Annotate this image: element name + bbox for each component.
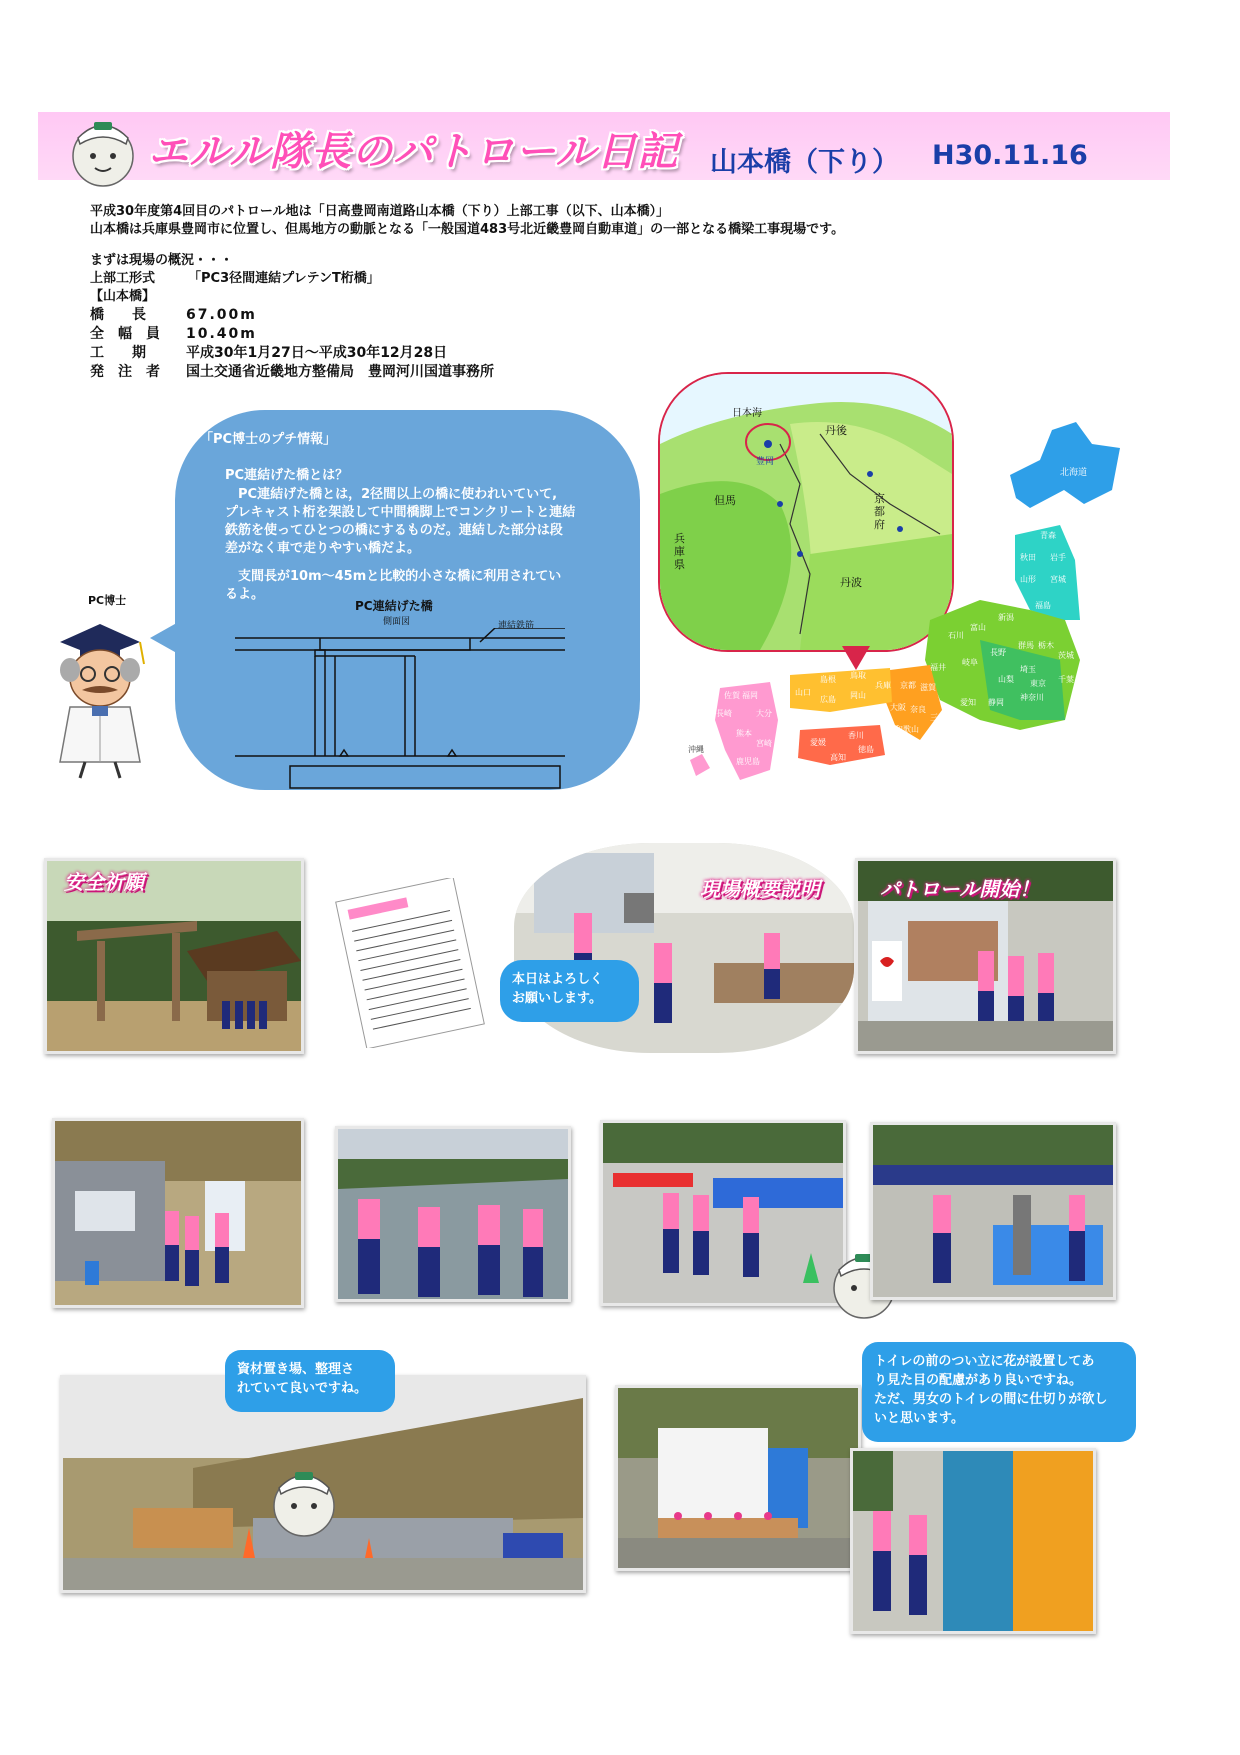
professor-mascot-icon xyxy=(40,612,160,782)
structure-type-value: 「PC3径間連結プレテンT桁橋」 xyxy=(188,271,380,286)
page-title: エルル隊長のパトロール日記 xyxy=(148,129,679,175)
professor-label: PC博士 xyxy=(88,594,127,607)
map-pref-tottori: 鳥取 xyxy=(850,671,866,680)
photo-site-office xyxy=(52,1118,304,1308)
map-label-hokkaido: 北海道 xyxy=(1060,468,1088,478)
map-pref-toyama: 富山 xyxy=(970,623,986,632)
spec-value-length: 67.00m xyxy=(186,307,257,323)
toilet-comment-line-1: トイレの前のつい立に花が設置してあ xyxy=(874,1354,1095,1369)
map-pref-aichi: 愛知 xyxy=(960,698,976,707)
photo-deck-walk xyxy=(600,1120,846,1306)
map-pref-ishikawa: 石川 xyxy=(948,631,964,640)
map-pref-yamagata: 山形 xyxy=(1020,575,1036,584)
diagram-title: PC連結げた橋 xyxy=(355,599,433,613)
map-pref-hyogo-jp: 兵庫 xyxy=(875,681,891,690)
caption-safety-prayer: 安全祈願 xyxy=(64,870,144,894)
map-pref-mie: 三重 xyxy=(930,713,946,722)
map-pref-fukushima: 福島 xyxy=(1035,601,1051,610)
map-pref-saitama: 埼玉 xyxy=(1020,665,1036,674)
caption-site-briefing: 現場概要説明 xyxy=(700,877,820,901)
intro-line-2: 山本橋は兵庫県豊岡市に位置し、但馬地方の動脈となる「一般国道483号北近畿豊岡自動車道」の一部となる橋梁工事現場です。 xyxy=(90,222,845,237)
map-pref-tochigi: 栃木 xyxy=(1038,641,1054,650)
diagram-subtitle: 側面図 xyxy=(383,617,411,627)
map-pref-akita: 秋田 xyxy=(1020,553,1036,562)
mascot-erulu-icon-2 xyxy=(268,1458,340,1538)
overview-heading: まずは現場の概況・・・ xyxy=(90,253,234,268)
map-region-tanba: 丹波 xyxy=(840,576,862,589)
toilet-comment-line-2: り見た目の配慮があり良いですね。 xyxy=(874,1373,1083,1388)
map-pref-kochi: 高知 xyxy=(830,753,846,762)
map-pref-kagoshima: 鹿児島 xyxy=(736,757,760,766)
storage-comment-line-1: 資材置き場、整理さ xyxy=(237,1362,355,1377)
spec-value-width: 10.40m xyxy=(186,326,257,342)
map-label-okinawa: 沖縄 xyxy=(688,745,704,754)
greeting-line-1: 本日はよろしく xyxy=(512,972,604,987)
map-pref-hiroshima: 広島 xyxy=(820,695,836,704)
site-name: 山本橋（下り） xyxy=(710,147,899,178)
map-pref-shimane: 島根 xyxy=(820,675,836,684)
storage-comment-bubble xyxy=(225,1350,395,1412)
map-region-tango: 丹後 xyxy=(825,424,847,437)
map-pref-iwate: 岩手 xyxy=(1050,553,1066,562)
bubble-line-6: るよ。 xyxy=(225,587,265,602)
photo-toilet-screen-flowers xyxy=(615,1385,861,1571)
caption-patrol-start: パトロール開始！ xyxy=(880,877,1040,901)
map-pref-wakayama: 和歌山 xyxy=(895,725,919,734)
bubble-line-2: プレキャスト桁を架設して中間橋脚上でコンクリートと連結 xyxy=(225,505,576,520)
bubble-title: 「PC博士のプチ情報」 xyxy=(200,432,337,447)
map-pref-saga: 佐賀 xyxy=(724,691,740,700)
bubble-question: PC連結げた橋とは？ xyxy=(225,468,349,483)
map-pref-ehime: 愛媛 xyxy=(810,738,826,747)
greeting-line-2: お願いします。 xyxy=(512,991,602,1006)
map-pref-okayama: 岡山 xyxy=(850,691,866,700)
patrol-checklist-document xyxy=(325,878,495,1048)
photo-bridge-deck-inspection xyxy=(335,1126,571,1302)
patrol-date: H30.11.16 xyxy=(932,140,1088,171)
bubble-line-3: 鉄筋を使ってひとつの橋にするものだ。連結した部分は段 xyxy=(225,523,563,538)
speech-bubble-tail xyxy=(150,620,182,656)
intro-line-1: 平成30年度第4回目のパトロール地は「日高豊岡南道路山本橋（下り）上部工事（以下、山本橋）」 xyxy=(90,204,670,219)
bubble-line-5: 支間長が10m～45mと比較的小さな橋に利用されてい xyxy=(225,569,562,584)
photo-toilet-inspection xyxy=(850,1448,1096,1634)
map-pref-miyazaki: 宮崎 xyxy=(756,739,772,748)
spec-label-orderer: 発 注 者 xyxy=(90,364,160,380)
map-pref-kyoto: 京都府 xyxy=(874,492,885,531)
map-pref-chiba: 千葉 xyxy=(1058,675,1074,684)
map-pref-shiga: 滋賀 xyxy=(920,683,936,692)
spec-value-period: 平成30年1月27日～平成30年12月28日 xyxy=(186,345,448,361)
structure-type-label: 上部工形式 xyxy=(90,271,156,286)
toilet-comment-line-4: いと思います。 xyxy=(874,1411,964,1426)
japan-map xyxy=(680,420,1120,780)
diagram-rebar-label: 連結鉄筋 xyxy=(498,621,535,631)
map-region-tajima: 但馬 xyxy=(714,494,736,507)
map-pref-kanagawa: 神奈川 xyxy=(1020,693,1044,702)
map-pref-niigata: 新潟 xyxy=(998,613,1014,622)
map-pref-oita: 大分 xyxy=(756,709,772,718)
mascot-captain-icon xyxy=(68,108,138,188)
map-pref-shizuoka: 静岡 xyxy=(988,698,1004,707)
toilet-comment-bubble xyxy=(862,1342,1136,1442)
map-pref-osaka: 大阪 xyxy=(890,703,906,712)
map-pref-tokyo: 東京 xyxy=(1030,679,1046,688)
bubble-line-4: 差がなく車で走りやすい橋だよ。 xyxy=(225,541,421,556)
map-pref-kumamoto: 熊本 xyxy=(736,729,752,738)
spec-label-period: 工 期 xyxy=(90,345,146,361)
photo-girder-check xyxy=(870,1122,1116,1300)
bridge-side-view-diagram xyxy=(230,628,570,798)
map-pref-miyagi: 宮城 xyxy=(1050,575,1066,584)
map-pref-nagano: 長野 xyxy=(990,648,1006,657)
map-pref-aomori: 青森 xyxy=(1040,531,1056,540)
spec-label-length: 橋 長 xyxy=(90,307,146,323)
storage-comment-line-2: れていて良いですね。 xyxy=(237,1381,368,1396)
map-pref-ibaraki: 茨城 xyxy=(1058,651,1074,660)
map-pref-tokushima: 徳島 xyxy=(858,745,874,754)
map-sea-label: 日本海 xyxy=(732,408,762,419)
map-pref-kagawa: 香川 xyxy=(848,731,864,740)
map-target-toyooka: 豊岡 xyxy=(756,457,775,467)
bridge-name-label: 【山本橋】 xyxy=(90,289,156,304)
map-pref-fukuoka: 福岡 xyxy=(742,691,758,700)
map-pref-fukui: 福井 xyxy=(930,663,946,672)
map-pref-nagasaki: 長崎 xyxy=(716,709,732,718)
map-pref-yamaguchi: 山口 xyxy=(795,688,811,697)
map-pref-kyoto-jp: 京都 xyxy=(900,681,916,690)
spec-label-width: 全 幅 員 xyxy=(90,326,160,342)
toilet-comment-line-3: ただ、男女のトイレの間に仕切りが欲し xyxy=(874,1392,1108,1407)
map-pref-nara: 奈良 xyxy=(910,705,926,714)
map-pref-hyogo: 兵庫県 xyxy=(674,532,685,571)
map-pref-gunma: 群馬 xyxy=(1018,641,1034,650)
map-pref-yamanashi: 山梨 xyxy=(998,675,1014,684)
map-pref-gifu: 岐阜 xyxy=(962,658,978,667)
greeting-speech-bubble xyxy=(500,960,639,1022)
spec-value-orderer: 国土交通省近畿地方整備局 豊岡河川国道事務所 xyxy=(186,364,494,380)
bubble-line-1: PC連結げた橋とは，2径間以上の橋に使われいていて, xyxy=(225,487,558,502)
